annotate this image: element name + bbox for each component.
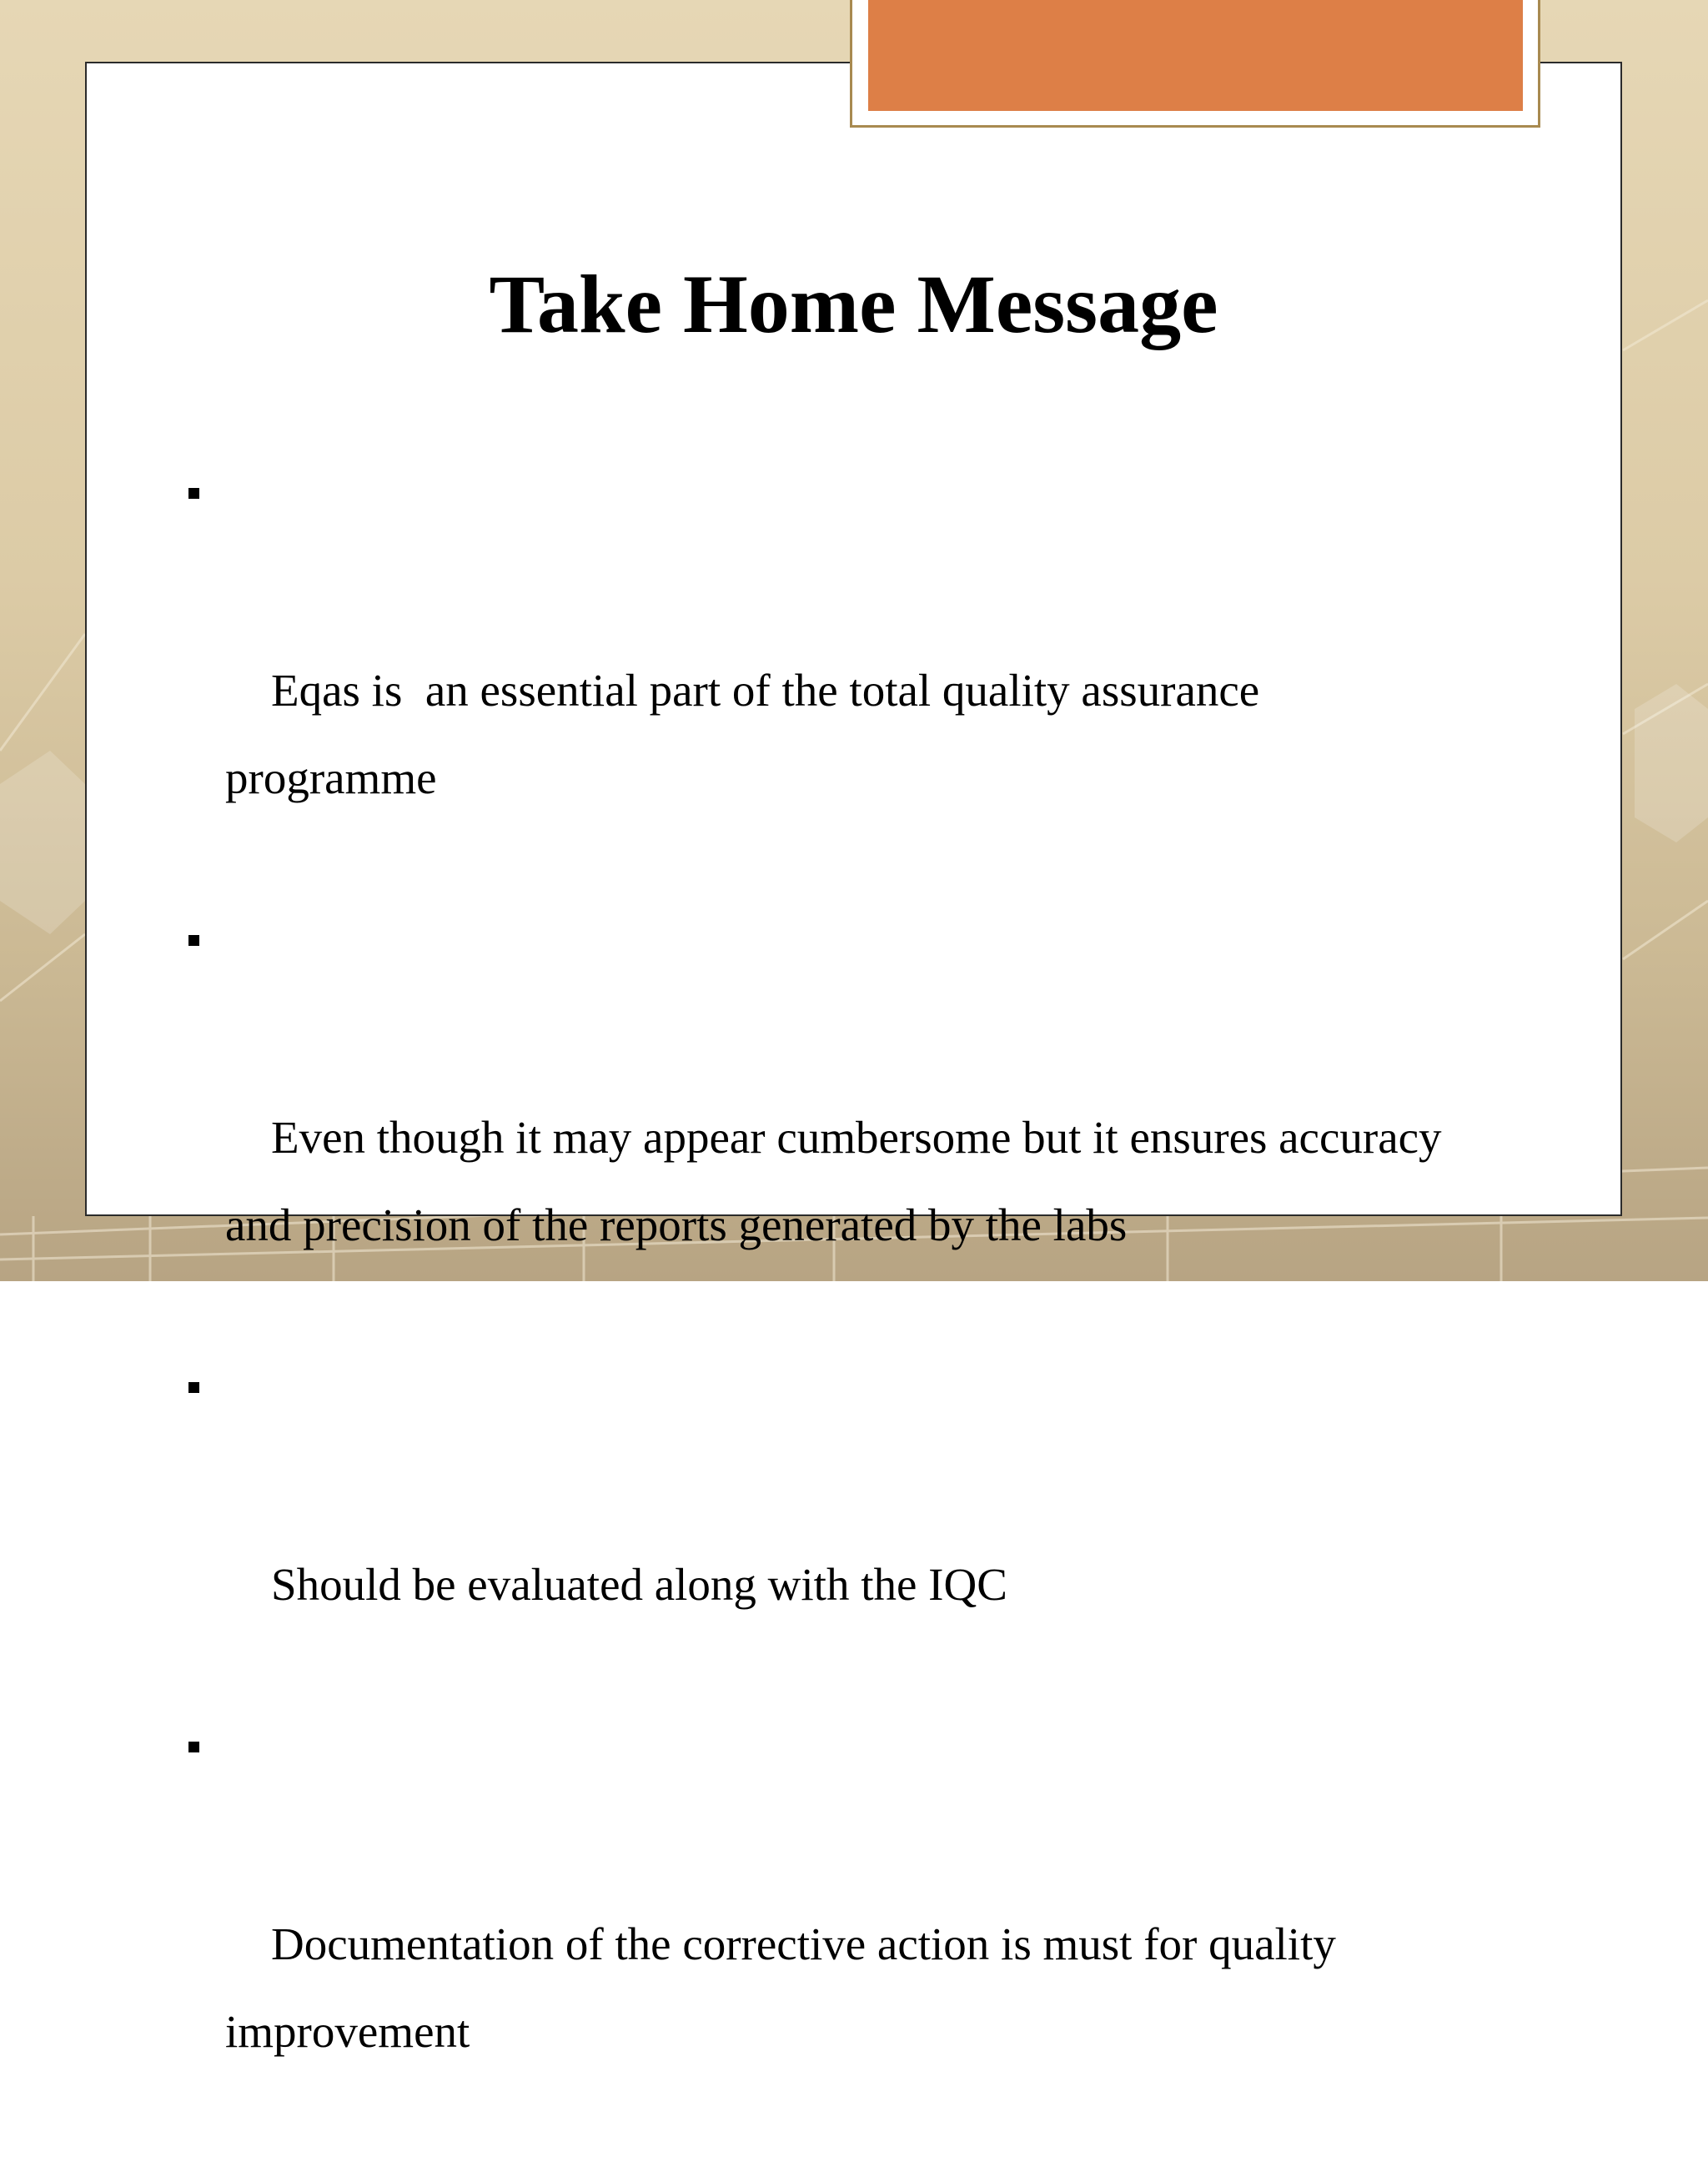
bullet-item — [225, 471, 1443, 909]
bullet-text: Documentation of the corrective action is must for quality improvement — [225, 1918, 1348, 2057]
bullet-text: Eqas is an essential part of the total quality assurance programme — [225, 665, 1271, 803]
slide-title: Take Home Message — [489, 258, 1218, 350]
square-bullet-icon — [188, 1742, 199, 1752]
bullet-text: Even though it may appear cumbersome but it ensures accuracy and precision of the reports generated by the labs — [225, 1112, 1454, 1250]
bullet-text: Should be evaluated along with the IQC — [271, 1559, 1007, 1610]
bullet-item — [225, 1725, 1443, 2163]
bullet-list — [225, 471, 1454, 2172]
square-bullet-icon — [188, 935, 199, 946]
accent-tab — [868, 0, 1523, 111]
bullet-item — [225, 918, 1454, 1356]
square-bullet-icon — [188, 488, 199, 499]
square-bullet-icon — [188, 1382, 199, 1393]
bullet-item — [225, 1365, 1443, 1716]
